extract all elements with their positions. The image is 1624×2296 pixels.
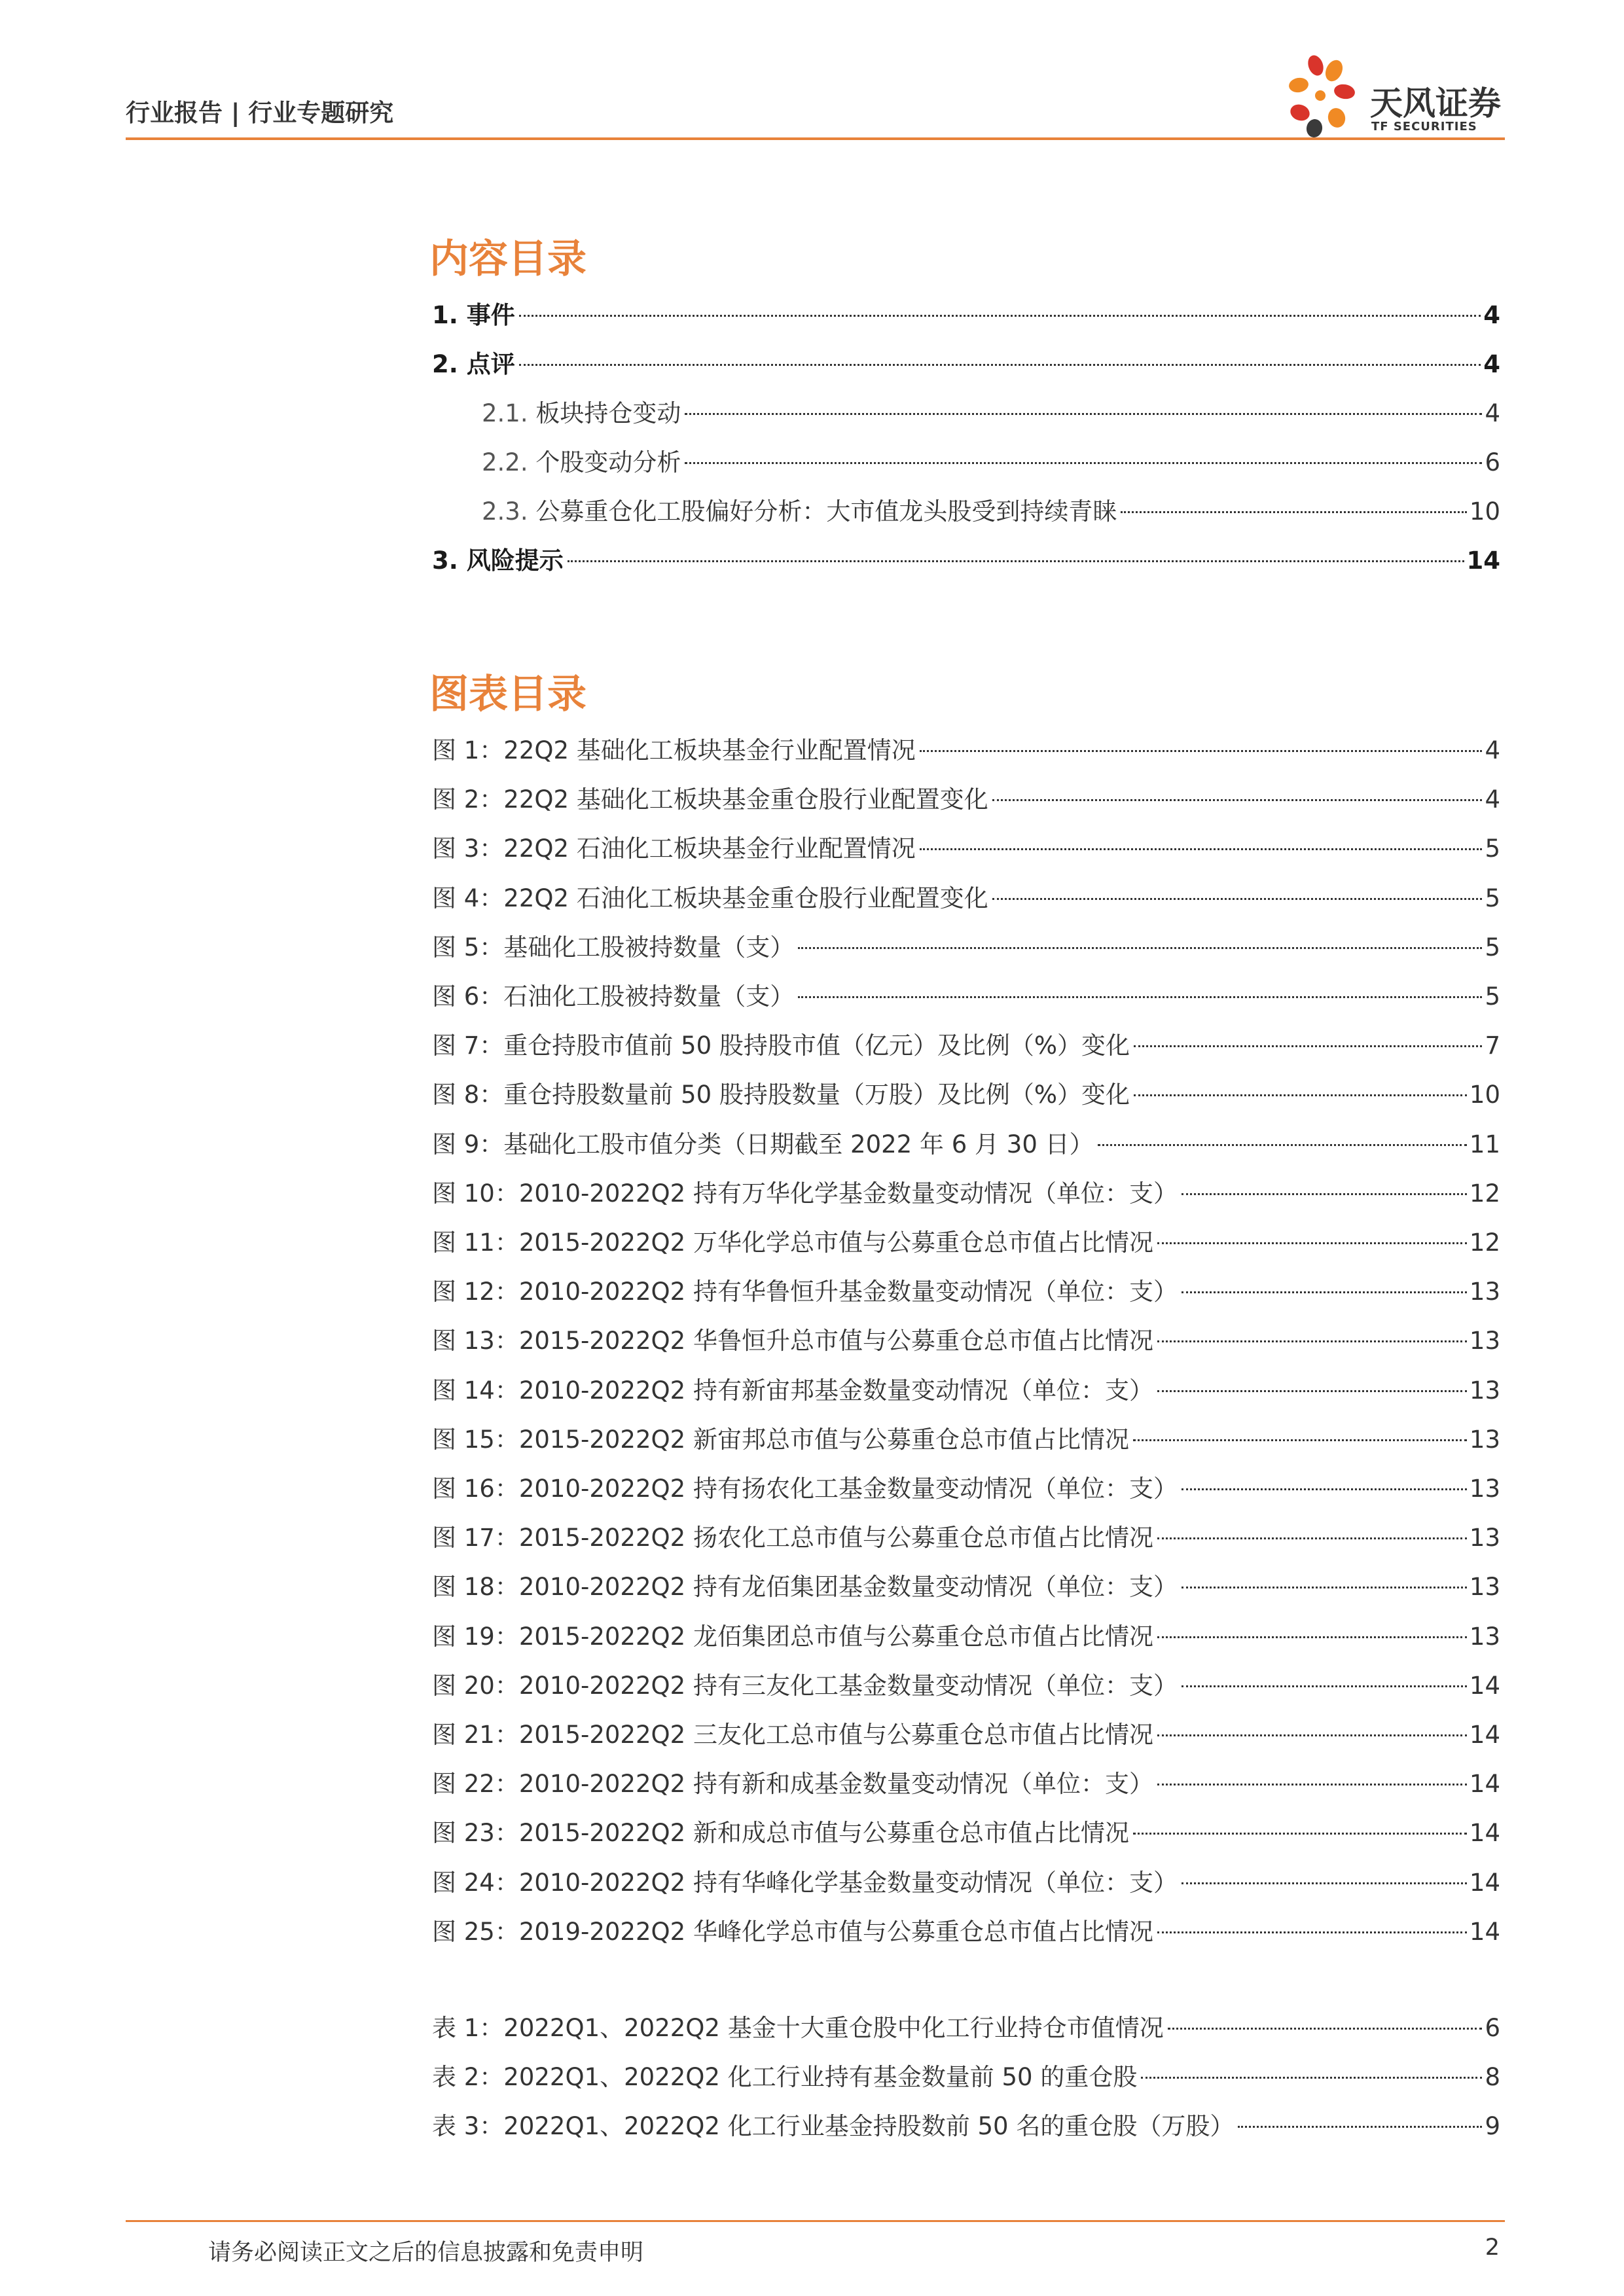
dot-leader (992, 898, 1483, 900)
toc-entry-page: 13 (1469, 1524, 1500, 1552)
figure-entry[interactable] (432, 780, 1500, 819)
report-category: 行业报告 | 行业专题研究 (126, 99, 394, 127)
toc-entry-page: 6 (1485, 448, 1500, 476)
dot-leader (1098, 1144, 1467, 1146)
figure-entry[interactable] (432, 1371, 1500, 1410)
dot-leader (519, 315, 1481, 317)
toc-entry-page: 13 (1469, 1327, 1500, 1355)
figures-title: 图表目录 (429, 672, 586, 717)
dot-leader (1121, 511, 1467, 513)
dot-leader (1157, 1242, 1467, 1244)
toc-entry-label: 图 1：22Q2 基础化工板块基金行业配置情况 (432, 736, 916, 764)
toc-entry-label: 图 2：22Q2 基础化工板块基金重仓股行业配置变化 (432, 785, 988, 814)
table-entry[interactable] (432, 2009, 1500, 2048)
toc-entry-text: 公募重仓化工股偏好分析：大市值龙头股受到持续青睐 (535, 497, 1117, 526)
dot-leader (1182, 1587, 1467, 1588)
dot-leader (1157, 1931, 1467, 1933)
toc-entry-label (482, 443, 681, 482)
toc-entry-number: 3. (432, 547, 458, 575)
figure-entry[interactable] (432, 731, 1500, 770)
toc-entry-label: 图 9：基础化工股市值分类（日期截至 2022 年 6 月 30 日） (432, 1130, 1094, 1158)
toc-entry-label: 图 14：2010-2022Q2 持有新宙邦基金数量变动情况（单位：支） (432, 1376, 1153, 1405)
toc-entry-label: 图 20：2010-2022Q2 持有三友化工基金数量变动情况（单位：支） (432, 1671, 1178, 1700)
figure-entry[interactable] (432, 1666, 1500, 1706)
dot-leader (568, 560, 1464, 562)
dot-leader (1141, 2077, 1482, 2079)
toc-entry-page: 5 (1485, 884, 1500, 912)
contents-subentry[interactable] (482, 492, 1500, 531)
contents-entry[interactable] (432, 296, 1500, 335)
figure-entry[interactable] (432, 1223, 1500, 1263)
dot-leader (1157, 1537, 1467, 1539)
toc-entry-label: 图 25：2019-2022Q2 华峰化学总市值与公募重仓总市值占比情况 (432, 1917, 1153, 1946)
toc-entry-label: 图 12：2010-2022Q2 持有华鲁恒升基金数量变动情况（单位：支） (432, 1278, 1178, 1306)
toc-entry-page: 8 (1485, 2063, 1500, 2091)
table-entry[interactable] (432, 2058, 1500, 2097)
dot-leader (1182, 1291, 1467, 1293)
toc-entry-text: 板块持仓变动 (535, 399, 681, 427)
toc-entry-page: 14 (1469, 1917, 1500, 1946)
toc-entry-label: 表 2：2022Q1、2022Q2 化工行业持有基金数量前 50 的重仓股 (432, 2063, 1138, 2091)
toc-entry-label: 图 13：2015-2022Q2 华鲁恒升总市值与公募重仓总市值占比情况 (432, 1327, 1153, 1355)
page-number: 2 (1485, 2234, 1500, 2261)
figure-entry[interactable] (432, 1765, 1500, 1804)
toc-entry-number: 2. (432, 350, 458, 378)
toc-entry-label: 图 10：2010-2022Q2 持有万华化学基金数量变动情况（单位：支） (432, 1179, 1178, 1208)
dot-leader (1157, 1734, 1467, 1736)
toc-entry-label: 图 7：重仓持股市值前 50 股持股市值（亿元）及比例（%）变化 (432, 1031, 1130, 1060)
toc-entry-page: 13 (1469, 1278, 1500, 1306)
toc-entry-page: 10 (1469, 1081, 1500, 1109)
toc-entry-page: 13 (1469, 1573, 1500, 1602)
figure-entry[interactable] (432, 1420, 1500, 1460)
logo-flower-icon (1278, 51, 1376, 143)
contents-entry[interactable] (432, 345, 1500, 384)
dot-leader (1133, 1833, 1467, 1835)
dot-leader (1134, 1094, 1467, 1096)
dot-leader (1168, 2028, 1483, 2030)
toc-entry-label (432, 345, 515, 384)
dot-leader (685, 462, 1482, 464)
toc-entry-page: 12 (1469, 1229, 1500, 1257)
toc-entry-page: 12 (1469, 1179, 1500, 1208)
footer-divider (126, 2220, 1505, 2222)
toc-entry-label: 表 1：2022Q1、2022Q2 基金十大重仓股中化工行业持仓市值情况 (432, 2014, 1164, 2042)
toc-entry-label: 图 17：2015-2022Q2 扬农化工总市值与公募重仓总市值占比情况 (432, 1524, 1153, 1552)
toc-entry-label: 表 3：2022Q1、2022Q2 化工行业基金持股数前 50 名的重仓股（万股） (432, 2112, 1235, 2140)
toc-entry-text: 点评 (466, 350, 515, 378)
figure-entry[interactable] (432, 1272, 1500, 1312)
toc-entry-text: 事件 (466, 301, 515, 329)
dot-leader (1157, 1784, 1467, 1785)
dot-leader (1182, 1193, 1467, 1195)
figure-entry[interactable] (432, 1174, 1500, 1213)
toc-entry-page: 13 (1469, 1622, 1500, 1651)
toc-entry-page: 11 (1469, 1130, 1500, 1158)
figure-entry[interactable] (432, 1518, 1500, 1558)
contents-title: 内容目录 (429, 236, 586, 282)
toc-entry-number: 2.3. (482, 497, 528, 526)
figure-entry[interactable] (432, 1814, 1500, 1853)
toc-entry-page: 13 (1469, 1425, 1500, 1454)
logo-text-english: TF SECURITIES (1371, 120, 1477, 134)
toc-entry-label: 图 19：2015-2022Q2 龙佰集团总市值与公募重仓总市值占比情况 (432, 1622, 1153, 1651)
table-entry[interactable] (432, 2107, 1500, 2146)
figure-entry[interactable] (432, 1321, 1500, 1361)
toc-entry-page: 5 (1485, 834, 1500, 863)
toc-entry-number: 2.1. (482, 399, 528, 427)
dot-leader (519, 364, 1481, 366)
toc-entry-number: 2.2. (482, 448, 528, 476)
toc-entry-number: 1. (432, 301, 458, 329)
toc-entry-page: 10 (1469, 497, 1500, 526)
toc-entry-page: 4 (1485, 736, 1500, 764)
toc-entry-page: 13 (1469, 1376, 1500, 1405)
dot-leader (1238, 2126, 1482, 2128)
toc-entry-page: 4 (1483, 350, 1500, 378)
dot-leader (1157, 1340, 1467, 1342)
figure-entry[interactable] (432, 928, 1500, 967)
toc-entry-label: 图 4：22Q2 石油化工板块基金重仓股行业配置变化 (432, 884, 988, 912)
toc-entry-label: 图 21：2015-2022Q2 三友化工总市值与公募重仓总市值占比情况 (432, 1721, 1153, 1749)
figure-entry[interactable] (432, 1568, 1500, 1607)
toc-entry-page: 5 (1485, 982, 1500, 1011)
toc-entry-label (482, 394, 681, 433)
toc-entry-page: 14 (1469, 1671, 1500, 1700)
figure-entry[interactable] (432, 1125, 1500, 1164)
figure-entry[interactable] (432, 1075, 1500, 1115)
toc-entry-label (482, 492, 1117, 531)
toc-entry-label: 图 18：2010-2022Q2 持有龙佰集团基金数量变动情况（单位：支） (432, 1573, 1178, 1602)
dot-leader (1182, 1882, 1467, 1884)
toc-entry-page: 6 (1485, 2014, 1500, 2042)
figure-entry[interactable] (432, 1863, 1500, 1903)
toc-entry-label: 图 5：基础化工股被持数量（支） (432, 933, 795, 961)
toc-entry-label: 图 23：2015-2022Q2 新和成总市值与公募重仓总市值占比情况 (432, 1819, 1129, 1848)
toc-entry-label: 图 8：重仓持股数量前 50 股持股数量（万股）及比例（%）变化 (432, 1081, 1130, 1109)
header-divider (126, 137, 1505, 140)
figure-entry[interactable] (432, 1469, 1500, 1509)
toc-entry-label: 图 24：2010-2022Q2 持有华峰化学基金数量变动情况（单位：支） (432, 1868, 1178, 1897)
toc-entry-label (432, 541, 564, 581)
toc-entry-page: 14 (1469, 1819, 1500, 1848)
toc-entry-label: 图 16：2010-2022Q2 持有扬农化工基金数量变动情况（单位：支） (432, 1475, 1178, 1503)
figure-entry[interactable] (432, 1026, 1500, 1066)
contents-subentry[interactable] (482, 394, 1500, 433)
figure-entry[interactable] (432, 1617, 1500, 1657)
toc-entry-label: 图 22：2010-2022Q2 持有新和成基金数量变动情况（单位：支） (432, 1770, 1153, 1799)
figure-entry[interactable] (432, 977, 1500, 1016)
toc-entry-page: 14 (1469, 1721, 1500, 1749)
logo-text-chinese: 天风证券 (1370, 84, 1501, 122)
toc-entry-label: 图 15：2015-2022Q2 新宙邦总市值与公募重仓总市值占比情况 (432, 1425, 1129, 1454)
toc-entry-page: 4 (1483, 301, 1500, 329)
footer-disclaimer: 请务必阅读正文之后的信息披露和免责申明 (208, 2240, 644, 2266)
contents-entry[interactable] (432, 541, 1500, 581)
dot-leader (1133, 1439, 1467, 1441)
toc-entry-label (432, 296, 515, 335)
toc-entry-page: 5 (1485, 933, 1500, 961)
toc-entry-page: 7 (1485, 1031, 1500, 1060)
toc-entry-label: 图 6：石油化工股被持数量（支） (432, 982, 795, 1011)
toc-entry-page: 14 (1469, 1868, 1500, 1897)
dot-leader (920, 750, 1483, 752)
figure-entry[interactable] (432, 829, 1500, 869)
dot-leader (798, 947, 1482, 949)
dot-leader (1134, 1045, 1482, 1047)
dot-leader (685, 413, 1482, 415)
toc-entry-page: 14 (1466, 547, 1500, 575)
toc-entry-page: 13 (1469, 1475, 1500, 1503)
dot-leader (798, 996, 1482, 998)
toc-entry-text: 风险提示 (466, 547, 564, 575)
toc-entry-page: 14 (1469, 1770, 1500, 1799)
dot-leader (1157, 1636, 1467, 1638)
dot-leader (992, 799, 1483, 801)
contents-subentry[interactable] (482, 443, 1500, 482)
figure-entry[interactable] (432, 1912, 1500, 1952)
toc-entry-page: 4 (1485, 399, 1500, 427)
toc-entry-label: 图 11：2015-2022Q2 万华化学总市值与公募重仓总市值占比情况 (432, 1229, 1153, 1257)
figure-entry[interactable] (432, 1715, 1500, 1755)
toc-entry-page: 4 (1485, 785, 1500, 814)
toc-entry-label: 图 3：22Q2 石油化工板块基金行业配置情况 (432, 834, 916, 863)
dot-leader (1157, 1390, 1467, 1392)
figure-entry[interactable] (432, 879, 1500, 918)
toc-entry-page: 9 (1485, 2112, 1500, 2140)
dot-leader (1182, 1488, 1467, 1490)
dot-leader (1182, 1685, 1467, 1687)
dot-leader (920, 848, 1483, 850)
toc-entry-text: 个股变动分析 (535, 448, 681, 476)
